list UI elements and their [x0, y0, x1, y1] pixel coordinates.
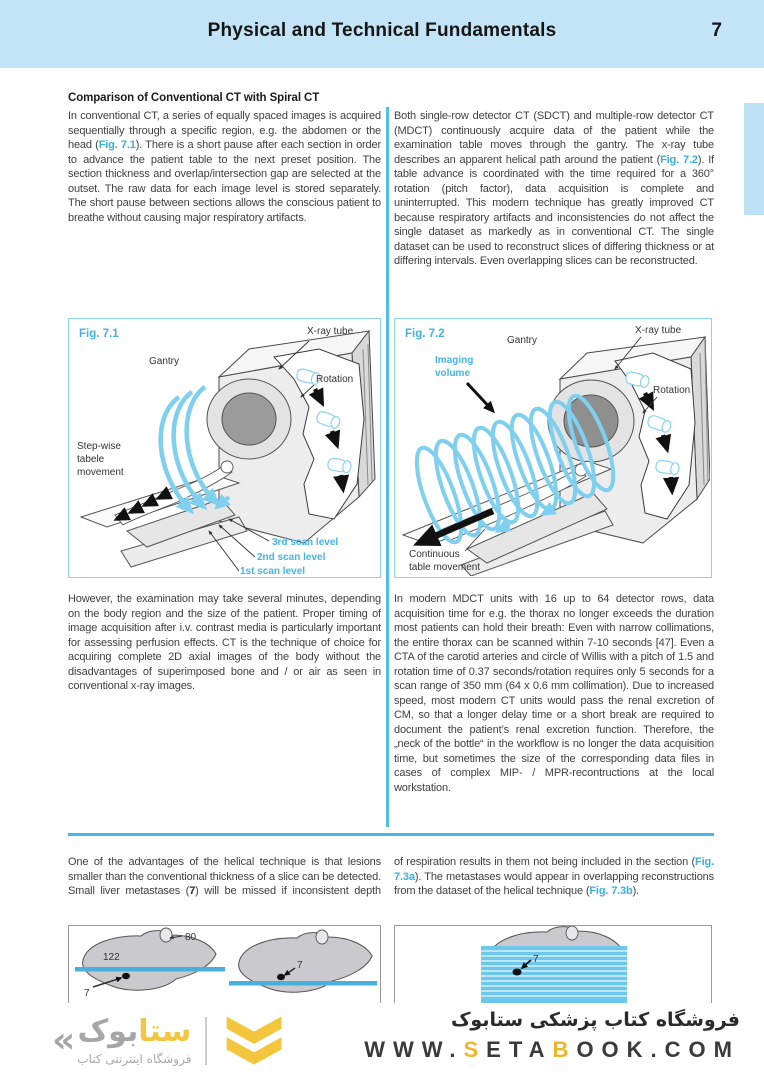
gallbladder	[566, 926, 578, 940]
logo-wordmark	[77, 1013, 192, 1066]
metastasis-number: 7	[189, 885, 196, 897]
metastasis-dot	[122, 973, 130, 979]
paragraph-conventional-ct	[68, 109, 381, 225]
scan-slice-line	[75, 967, 225, 972]
page-title: Physical and Technical Fundamentals	[207, 20, 557, 41]
fig-7-1-label: Fig. 7.1	[79, 328, 119, 340]
imaging-volume-arrow	[467, 383, 493, 411]
column-divider	[386, 107, 389, 827]
fig-7-1-illustration	[69, 319, 379, 576]
url-accent-b: B	[552, 1037, 577, 1062]
fig-7-3b-reference: Fig. 7.3b	[589, 885, 633, 897]
guillemet-icon: «	[52, 1020, 76, 1061]
logo-subtitle: فروشگاه اینترنتی کتاب	[77, 1051, 192, 1066]
site-url	[364, 1037, 740, 1063]
logo-divider	[205, 1017, 207, 1065]
fig-7-3a-illustration	[69, 926, 380, 1003]
bookstore-tagline: فروشگاه کتاب پزشکی ستابوک	[450, 1009, 740, 1031]
metastasis-dot	[513, 969, 522, 976]
paragraph-respiration	[394, 855, 714, 899]
page-header	[0, 0, 764, 68]
text-run: ). The metastases would appear in overlapping reconstructions from the dataset of the helical technique (	[394, 870, 714, 897]
page-number: 7	[711, 20, 722, 41]
value-80-label: 80	[185, 932, 197, 943]
value-122-label: 122	[103, 952, 120, 963]
logo-word-seta: ستا	[138, 1013, 192, 1049]
text-run: Both single-row detector CT (SDCT) and multiple-row detector CT (MDCT) continuously acquire data of the patient while the examination table moves through the gantry. The x-ray tube describes an apparent helical path around the patient (	[394, 110, 714, 166]
url-run: OOK.COM	[576, 1037, 740, 1062]
scan-slice-line	[229, 981, 377, 986]
footer	[0, 1003, 764, 1080]
imaging-volume-label: volume	[435, 368, 471, 379]
metastasis-7-label: 7	[533, 954, 539, 965]
fig-7-1-reference: Fig. 7.1	[98, 139, 136, 151]
text-run: of respiration results in them not being included in the section (	[394, 856, 696, 868]
paragraph-examination-duration: However, the examination may take several minutes, depending on the body region and the size of the patient. Proper timing of image acquisition after i.v. contrast media is particularly important for assessing perfusion effects. CT is the technique of choice for acquiring complete 2D axial images of the body without the disadvantages of superimposed bone and / or air as seen in conventional x-ray images.	[68, 593, 381, 692]
metastasis-dot	[277, 974, 285, 980]
rotation-label: Rotation	[653, 385, 691, 396]
table-movement-label: table movement	[409, 562, 481, 573]
section-divider	[68, 833, 714, 836]
paragraph-mdct-units: In modern MDCT units with 16 up to 64 detector rows, data acquisition time for e.g. the thorax no longer exceeds the duration most patients can hold their breath: Even with narrow collimations, the entire thorax can be scanned within 7-10 seconds [47]. Even a CTA of the carotid arteries and circle of Willis with a pitch of 1.5 and rotation time of 0.37 seconds/rotation requires only 5 seconds for a scan range of 350 mm (64 x 0.6 mm collimation). Due to increased speed, most modern CT units would pass the renal excretion of CM, so that a longer delay time or a short break are required to document the patient’s renal excretion function. Therefore, the „neck of the bottle“ in the workflow is no longer the data acquisition time, but sometimes the size of the corresponding data files in cases of complex MIP- / MPR-recontructions at the local workstation.	[394, 593, 714, 794]
fig-7-2-label: Fig. 7.2	[405, 328, 445, 340]
xray-tube-label: X-ray tube	[635, 325, 682, 336]
overlapping-slices-block	[481, 946, 627, 1003]
gantry-label: Gantry	[507, 335, 538, 346]
xray-tube-label: X-ray tube	[307, 326, 354, 337]
text-run: ) will be missed if inconsistent depth	[195, 885, 381, 897]
url-run: WWW.	[364, 1037, 464, 1062]
gallbladder	[160, 928, 172, 942]
logo-word-book: بوک	[77, 1013, 139, 1049]
text-run: One of the advantages of the helical technique is that lesions smaller than the conventional thickness of a slice can be detected. Small liver metastases (	[68, 856, 381, 897]
url-accent-s: S	[463, 1037, 487, 1062]
table-movement-label: Step-wise	[77, 441, 121, 452]
rotation-label: Rotation	[316, 374, 354, 385]
text-run: In conventional CT, a series of equally spaced images is acquired sequentially through a specific region, e.g. the abdomen or the head (	[68, 110, 381, 151]
logo-word	[77, 1013, 192, 1049]
scan-level-3-label: 3rd scan level	[272, 537, 339, 548]
logo-chevron-icon	[221, 1013, 287, 1069]
scan-level-1-label: 1st scan level	[240, 566, 306, 576]
text-run: ).	[632, 885, 640, 897]
fig-7-2-illustration	[395, 319, 710, 576]
metastasis-7-label: 7	[84, 988, 90, 999]
table-movement-label: Continuous	[409, 549, 460, 560]
fig-7-3a-reference: Fig. 7.3a	[394, 856, 714, 883]
paragraph-sdct-mdct	[394, 109, 714, 269]
chapter-thumb-tab	[744, 103, 764, 215]
bookstore-branding	[364, 1009, 740, 1063]
text-run: ). If table advance is coordinated with the time required for a 360° rotation (pitch factor), data acquisition is complete and uninterrupted. This modern technique has greatly improved CT because respiratory artifacts and inconsistencies do not affect the single dataset as markedly as in conventional CT. The single dataset can be used to reconstruct slices of differing thickness or at differing intervals. Even overlapping slices can be reconstructed.	[394, 153, 715, 267]
scan-level-2-label: 2nd scan level	[257, 552, 326, 563]
table-movement-label: tabele	[77, 454, 105, 465]
liver-shifted	[229, 930, 377, 992]
figure-7-3a	[68, 925, 381, 1003]
paragraph-helical-advantage	[68, 855, 381, 899]
fig-7-2-reference: Fig. 7.2	[660, 153, 698, 166]
fig-7-3b-illustration	[395, 926, 711, 1003]
text-run: ). There is a short pause after each section in order to advance the patient table to the next preset position. The section thickness and overlap/intersection gap are selected at the outset. The raw data for each image level is stored separately. The short pause between sections allows the conscious patient to breathe without causing major respiratory artifacts.	[68, 139, 381, 224]
setabook-logo	[52, 1013, 287, 1069]
figure-7-1	[68, 318, 381, 578]
gantry-label: Gantry	[149, 356, 180, 367]
patient-head	[221, 461, 233, 473]
imaging-volume-label: Imaging	[435, 355, 474, 366]
gallbladder	[316, 930, 328, 944]
url-run: ETA	[486, 1037, 553, 1062]
liver-conventional	[75, 928, 225, 999]
figure-7-3b	[394, 925, 712, 1003]
table-movement-label: movement	[77, 467, 124, 478]
section-heading: Comparison of Conventional CT with Spiral CT	[68, 92, 320, 104]
figure-7-2	[394, 318, 712, 578]
metastasis-7-label: 7	[297, 960, 303, 971]
